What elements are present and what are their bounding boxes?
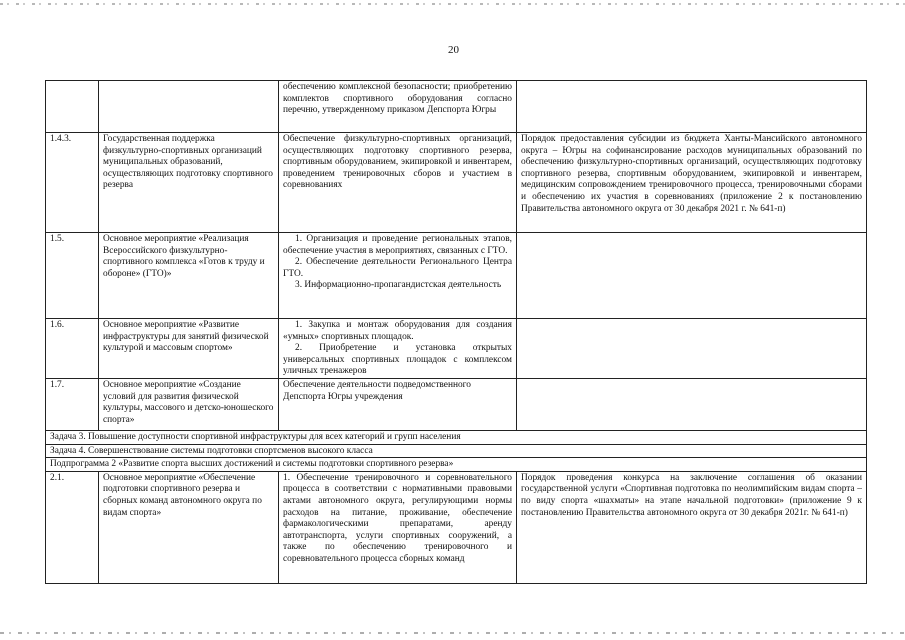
measure-work: 1. Обеспечение тренировочного и соревновательного процесса в соответствии с нормативными правовыми актами автономного округа, регулирующими нормы расходов на питание, проживание, обеспечение фармакологическими препаратами, аренду автотранспорта, услуги спортивных сооружений, а также по обеспечению тренировочного и соревновательного процесса сборных команд [279,471,517,583]
scan-edge-bottom [0,632,905,634]
work-item: 2. Приобретение и установка открытых универсальных спортивных площадок с комплексом уличных тренажеров [283,343,512,377]
measure-work [279,233,517,319]
measure-work: Обеспечение деятельности подведомственного Депспорта Югры учреждения [279,379,517,431]
scan-edge-top [0,3,905,5]
measure-work: Обеспечение физкультурно-спортивных организаций, осуществляющих подготовку спортивного резерва, спортивным оборудованием, экипировкой и инвентарем, проведением тренировочных сборов и участием в соревнованиях [279,133,517,233]
page-number: 20 [448,44,459,56]
measure-order [517,319,867,379]
row-number: 1.5. [46,233,99,319]
table-row [46,471,867,583]
table-row [46,379,867,431]
table-row [46,233,867,319]
measure-name: Основное мероприятие «Развитие инфраструктуры для занятий физической культурой и массовым спортом» [99,319,279,379]
row-number [46,81,99,133]
row-number: 1.6. [46,319,99,379]
work-item: 2. Обеспечение деятельности Регионального Центра ГТО. [283,257,512,279]
subprogram-2-heading: Подпрограмма 2 «Развитие спорта высших достижений и системы подготовки спортивного резерва» [46,458,867,472]
row-number: 2.1. [46,471,99,583]
measure-order [517,233,867,319]
subprogram-row [46,458,867,472]
row-number: 1.4.3. [46,133,99,233]
measure-order [517,379,867,431]
table-row [46,319,867,379]
work-item: 1. Закупка и монтаж оборудования для создания «умных» спортивных площадок. [283,320,512,342]
row-number: 1.7. [46,379,99,431]
measure-name: Государственная поддержка физкультурно-спортивных организаций муниципальных образований, осуществляющих подготовку спортивного резерва [99,133,279,233]
task-3-heading: Задача 3. Повышение доступности спортивной инфраструктуры для всех категорий и групп населения [46,431,867,445]
table-row [46,133,867,233]
measure-work: обеспечению комплексной безопасности; приобретению комплектов спортивного оборудования согласно перечню, утвержденному приказом Депспорта Югры [279,81,517,133]
measure-order [517,81,867,133]
work-item: 1. Организация и проведение региональных этапов, обеспечение участия в мероприятиях, связанных с ГТО. [283,234,512,256]
work-item: 3. Информационно-пропагандистская деятельность [295,280,502,291]
measure-name: Основное мероприятие «Реализация Всероссийского физкультурно-спортивного комплекса «Готов к труду и обороне» (ГТО)» [99,233,279,319]
measure-name [99,81,279,133]
table-row [46,81,867,133]
task-row [46,444,867,458]
measures-table [45,80,867,584]
measure-name: Основное мероприятие «Создание условий для развития физической культуры, массового и детско-юношеского спорта» [99,379,279,431]
measure-name: Основное мероприятие «Обеспечение подготовки спортивного резерва и сборных команд автономного округа по видам спорта» [99,471,279,583]
task-4-heading: Задача 4. Совершенствование системы подготовки спортсменов высокого класса [46,444,867,458]
measure-order: Порядок проведения конкурса на заключение соглашения об оказании государственной услуги «Спортивная подготовка по неолимпийским видам спорта – по виду спорта «шахматы» на этапе начальной подготовки» (приложение 9 к постановлению Правительства автономного округа от 30 декабря 2021г. № 641-п) [517,471,867,583]
task-row [46,431,867,445]
measure-order: Порядок предоставления субсидии из бюджета Ханты-Мансийского автономного округа – Югры на софинансирование расходов муниципальных образований по обеспечению физкультурно-спортивных организаций, осуществляющих подготовку спортивного резерва, спортивным оборудованием, экипировкой и инвентарем, медицинским сопровождением тренировочного процесса, тренировочными сборами и обеспечению их участия в соревнованиях (приложение 2 к постановлению Правительства автономного округа от 30 декабря 2021 г. № 641-п) [517,133,867,233]
measure-work [279,319,517,379]
